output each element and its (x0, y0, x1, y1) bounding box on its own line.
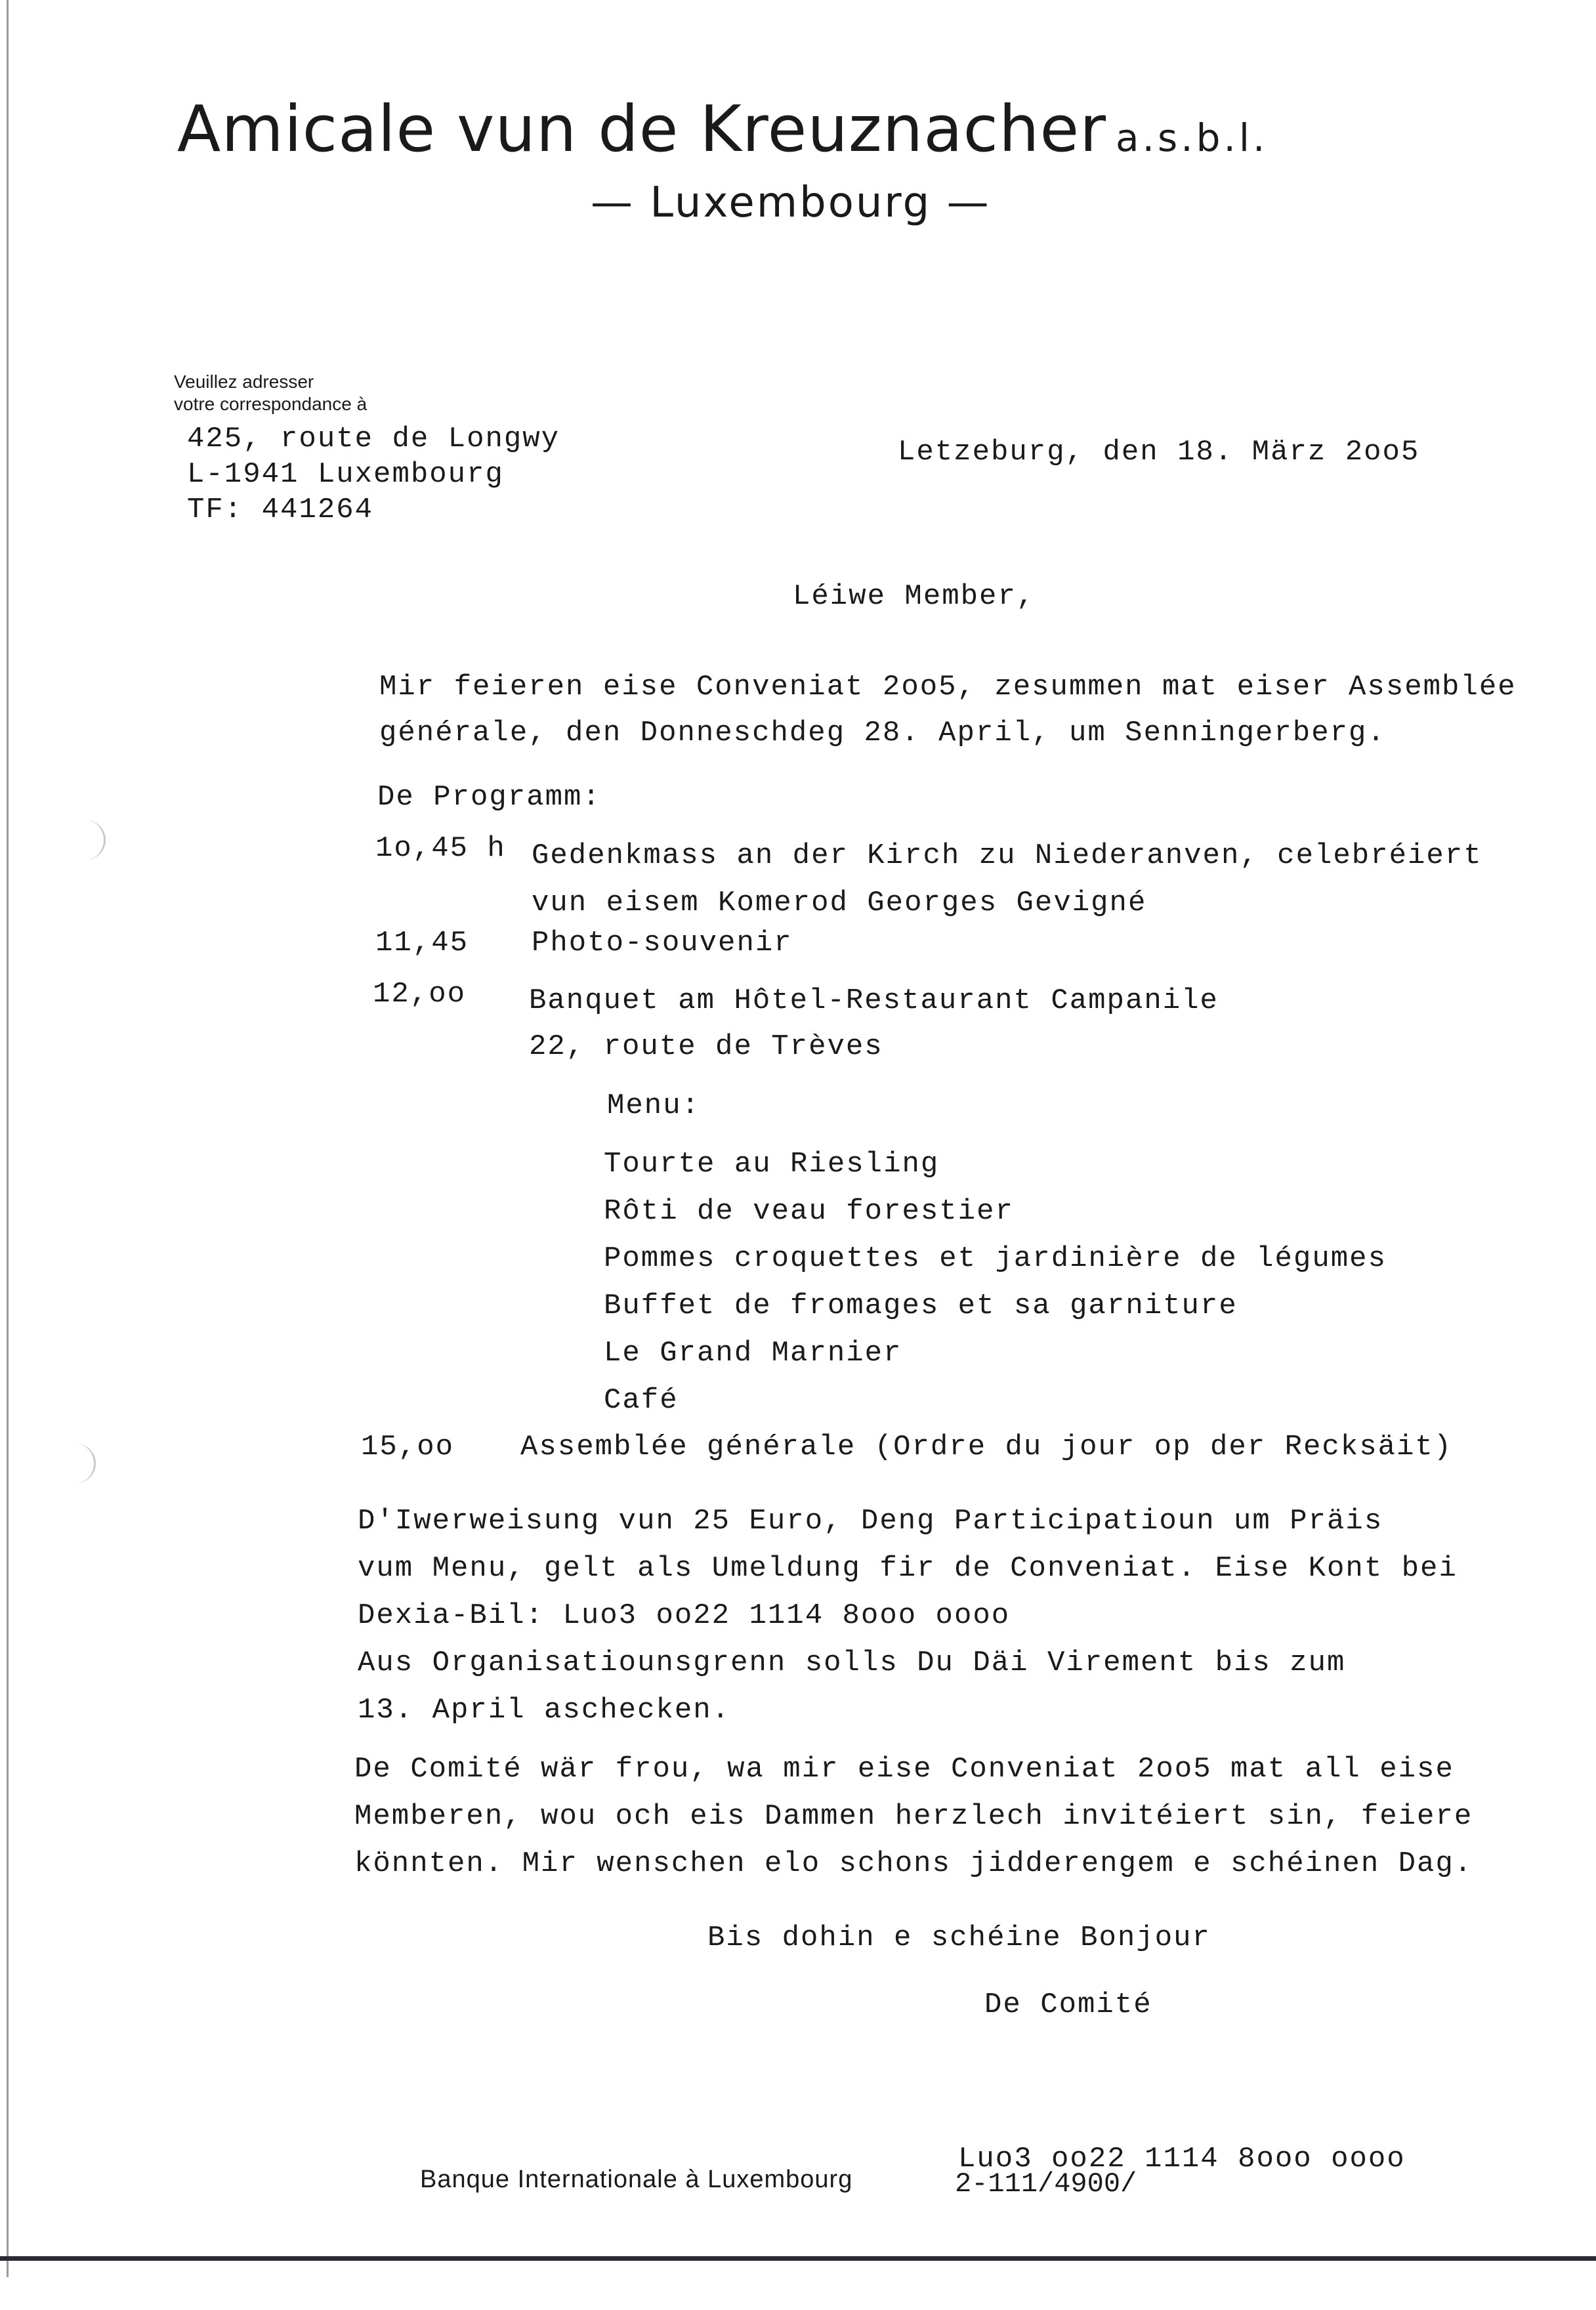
payment-paragraph: D'Iwerweisung vun 25 Euro, Deng Participatioun um Präis vum Menu, gelt als Umeldung fir de Conveniat. Eise Kont bei Dexia-Bil: Luo3 oo22 1114 8ooo oooo Aus Organisatiounsgrenn solls Du Däi Virement bis zum 13. April aschecken. (358, 1505, 1458, 1727)
farewell: Bis dohin e schéine Bonjour (707, 1922, 1211, 1954)
program-time: 15,oo (361, 1431, 455, 1463)
footer-new-account: Luo3 oo22 1114 8ooo oooo (958, 2143, 1406, 2175)
menu-item: Le Grand Marnier (604, 1337, 902, 1370)
punch-hole-mark (77, 820, 106, 860)
intro-paragraph: Mir feieren eise Conveniat 2oo5, zesummen mat eiser Assemblée générale, den Donneschdeg 28. April, um Senningerberg. (379, 671, 1517, 749)
menu-item: Buffet de fromages et sa garniture (604, 1290, 1238, 1322)
menu-item: Tourte au Riesling (604, 1148, 940, 1181)
menu-item: Rôti de veau forestier (604, 1195, 1014, 1228)
menu-list (604, 1141, 1387, 1424)
page-left-edge (7, 0, 9, 2277)
signature: De Comité (984, 1988, 1152, 2021)
menu-item: Pommes croquettes et jardinière de légumes (604, 1242, 1387, 1275)
letterhead-city: — Luxembourg — (591, 178, 991, 227)
sender-address (187, 421, 560, 528)
menu-item: Café (604, 1384, 679, 1417)
correspondence-label: Veuillez adresser votre correspondance à (174, 371, 368, 414)
footer-bank-name: Banque Internationale à Luxembourg (420, 2166, 853, 2193)
program-time: 11,45 (375, 927, 469, 959)
closing-paragraph: De Comité wär frou, wa mir eise Conveniat 2oo5 mat all eise Memberen, wou och eis Dammen herzlech invitéiert sin, feiere könnten. Mir wenschen elo schons jidderengem e schéinen Dag. (354, 1753, 1473, 1880)
program-time: 1o,45 h (375, 832, 506, 865)
page-bottom-edge (0, 2256, 1596, 2261)
address-postal-city: L-1941 Luxembourg (187, 458, 504, 491)
salutation: Léiwe Member, (793, 580, 1036, 613)
address-street: 425, route de Longwy (187, 423, 560, 455)
punch-hole-mark (68, 1444, 96, 1483)
address-phone: TF: 441264 (187, 494, 374, 526)
organization-name: Amicale vun de Kreuznacher (177, 92, 1107, 166)
program-heading: De Programm: (377, 781, 601, 814)
letterhead-title (177, 92, 1268, 166)
date-line: Letzeburg, den 18. März 2oo5 (898, 436, 1420, 469)
legal-form: a.s.b.l. (1116, 116, 1269, 160)
footer-old-account: 2-111/4900/ (955, 2168, 1137, 2200)
program-time: 12,oo (373, 978, 467, 1011)
menu-title: Menu: (607, 1089, 701, 1122)
